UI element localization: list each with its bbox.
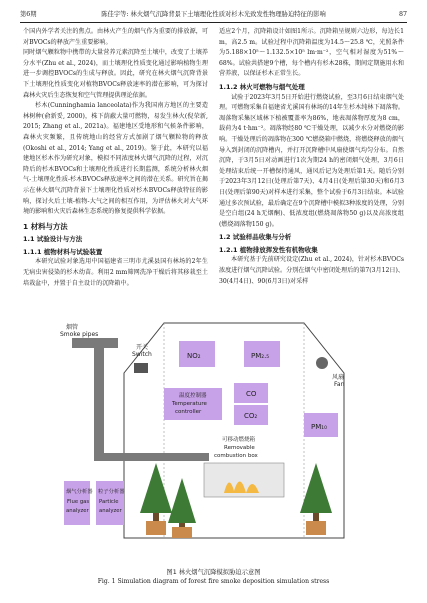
sensor-pm25 bbox=[244, 341, 280, 367]
paragraph: 适应2个月，沉降箱设计如图1所示。沉降箱呈规则六边形，每边长1 m，高2.5 m。试验过程中沉降箱温度为14.5～25.8 ℃，光照条件为5.188×10⁵～1.132.5×10⁵ lm·m⁻²，空气相对湿度为51%～68%。试验共搭建9个槽，每个槽内有杉木28株，期间定期施用水和营养液，以保证杉木正常生长。 bbox=[219, 28, 404, 78]
subsubsection-heading: 1.1.2 林火可燃物与烟气处理 bbox=[219, 82, 305, 91]
label-switch: 开关 Switch bbox=[132, 344, 152, 358]
combustion-box bbox=[204, 435, 284, 497]
sensor-pm10 bbox=[304, 413, 338, 437]
pot-icon bbox=[172, 527, 192, 538]
switch bbox=[132, 343, 152, 373]
sensor-co bbox=[234, 383, 268, 403]
running-header bbox=[20, 9, 407, 21]
label-combustion-box: 可移动燃烧箱 Removable combustion box bbox=[214, 437, 258, 459]
switch-icon bbox=[134, 363, 148, 373]
paragraph: 同时烟气颗粒物中携带的大量营养元素沉降至土壤中，改变了土壤养分水平(Zhu et al., 2024)，而土壤理化性质变化通过影响植物生理进一步调控BVOCs的生成与释放。因此，研究在林火烟气沉降背景下土壤理化性质变化对植物BVOCs释放速率的潜在影响，可为探讨森林火灾后生态恢复和空气管理提供理论依据。 bbox=[23, 49, 208, 99]
tree-icon bbox=[168, 478, 196, 523]
paragraph: 本研究试验对象选用中国福建省三明市尤溪县国有林场的2年生无病虫害侵染的杉木幼苗。利用2 mm筛网洗净干燥后将其移栽至土培栽盆中，并置于自主设计的沉降箱中。 bbox=[23, 258, 208, 287]
subsubsection-heading: 1.1.1 植物材料与试验装置 bbox=[23, 247, 103, 256]
seedling-left bbox=[140, 463, 172, 535]
right-column bbox=[219, 27, 404, 287]
flue-gas-analyzer bbox=[64, 481, 94, 525]
paragraph: 试验于2023年3月5日开始进行燃烧试验，至3月6日结束烟气处理。可燃物采集自福建省尤溪国有林场的14年生杉木纯林下凋落物。凋落物采集区域林下植被覆盖率为86%，地表凋落物厚度为8 cm，载荷为4 t·hm⁻²。凋落物经80 ℃干燥处理，以减少水分对燃烧的影响。干燥处理后的凋落物在300 ℃燃烧箱中燃烧，将燃烧释放的烟气导入到封闭的沉降槽内，并打开沉降槽中风扇使烟气均匀分布。自然沉降，于3月5日对动画进行1次为期24 h的密闭烟气处理，3月6日处理结束后统一开槽保持通风，通风后记为处理后第1天。随后分别于2023年3月12日(处理后第7天)、4月4日(处理后第30天)和6月3日(处理后第90天)对样本进行采集，整个试验于6月3日结束。本试验通过多次预试验，最后确定在9个沉降槽中模拟3种浓度的处理，分别是空白组(24 h无烟酮)、低浓度组(燃烧凋落物50 g)以及高浓度组(燃烧凋落物150 g)。 bbox=[219, 93, 404, 228]
running-title: 陈佳宇等: 林火烟气沉降背景下土壤理化性质对杉木光致发性物理胁迫特征的影响 bbox=[101, 11, 326, 18]
sensor-no2 bbox=[179, 341, 215, 367]
left-column bbox=[23, 27, 208, 289]
issue-number: 第6期 bbox=[20, 11, 37, 18]
pot-icon bbox=[306, 521, 326, 535]
tree-icon bbox=[300, 463, 332, 513]
paragraph: 杉木(Cunninghamia lanceolata)作为我国南方地区的主要造林树种(俞新妥, 2000)，株下荫蔽大量可燃物，易发生林火(倪荣新, 2015; Zhang et al., 2021a)。福建地区受地形和气候条件影响，森林火灾频繁，且传统地山的经营方式加剧了烟气颗粒物的释放(Okoshi et al., 2014; Yang et al., 2019)。鉴于此，本研究以福建地区杉木作为研究对象，模拟不同浓度林火烟气沉降的过程，对沉降后的杉木BVOCs和土壤理化性质进行长期监测，系统分析林火烟气-土壤理化性质-杉木BVOCs释放速率之间的潜在关系。研究旨在揭示在林火烟气沉降背景下土壤理化性质对杉木BVOCs释放特征的影响，探讨火后土壤-植物-大气之间的相互作用，为评估林火对大气环境的影响和火灾后森林生态系统的修复提供科学依据。 bbox=[23, 102, 208, 216]
figure-caption-en: Fig. 1 Simulation diagram of forest fire smoke deposition simulation stress bbox=[97, 578, 330, 585]
label-co: CO bbox=[246, 390, 257, 398]
label-smoke-pipes: 烟管 Smoke pipes bbox=[60, 324, 99, 338]
label-particle: 粒子分析器 Particle analyzer bbox=[98, 489, 125, 514]
label-fan: 风扇 Fan bbox=[332, 374, 345, 388]
seedling-right bbox=[300, 463, 332, 535]
seedling-middle bbox=[168, 478, 196, 538]
smoke-pipe-horizontal bbox=[94, 453, 209, 461]
smoke-pipe-top bbox=[72, 338, 118, 348]
paragraph: 个国内外学者关注的焦点。由林火产生的烟气作为重要的排放源，可对BVOCs的释放产生重要影响。 bbox=[23, 28, 208, 46]
tree-icon bbox=[140, 463, 172, 513]
subsection-heading: 1.1 试验设计与方法 bbox=[23, 235, 83, 244]
header-rule bbox=[20, 22, 407, 23]
fan bbox=[316, 357, 346, 388]
figure-caption-cn: 图1 林火烟气沉降模拟胁迫示意图 bbox=[166, 569, 261, 576]
label-co2: CO₂ bbox=[244, 412, 258, 420]
temperature-controller bbox=[164, 388, 222, 420]
figure-1 bbox=[54, 313, 394, 563]
label-temperature: 温度控制器 Temperature controller bbox=[172, 393, 207, 415]
subsection-heading: 1.2 试验样品收集与分析 bbox=[219, 233, 292, 242]
label-pm10: PM₁₀ bbox=[311, 423, 327, 431]
smoke-pipe-vertical bbox=[94, 348, 104, 458]
page-number: 87 bbox=[398, 11, 407, 18]
subsubsection-heading: 1.2.1 植物排放挥发性有机物收集 bbox=[219, 245, 318, 254]
paragraph: 本研究基于先前研究设定(Zhu et al., 2024)，针对杉木BVOCs浓度进行烟气沉降试验。分别在烟气中密闭处理后的第7(3月12日)、30(4月4日)、90(6月3日)对采样 bbox=[219, 256, 404, 285]
label-flue-gas: 烟气分析器 Flue gas analyzer bbox=[66, 489, 93, 514]
pot-icon bbox=[146, 521, 166, 535]
chamber-diagram bbox=[54, 313, 394, 563]
label-pm25: PM₂.₅ bbox=[251, 352, 270, 360]
particle-analyzer bbox=[96, 481, 126, 525]
fan-icon bbox=[316, 357, 328, 369]
sensor-co2 bbox=[234, 405, 268, 425]
section-heading: 1 材料与方法 bbox=[23, 221, 68, 231]
label-no2: NO₂ bbox=[187, 352, 201, 360]
